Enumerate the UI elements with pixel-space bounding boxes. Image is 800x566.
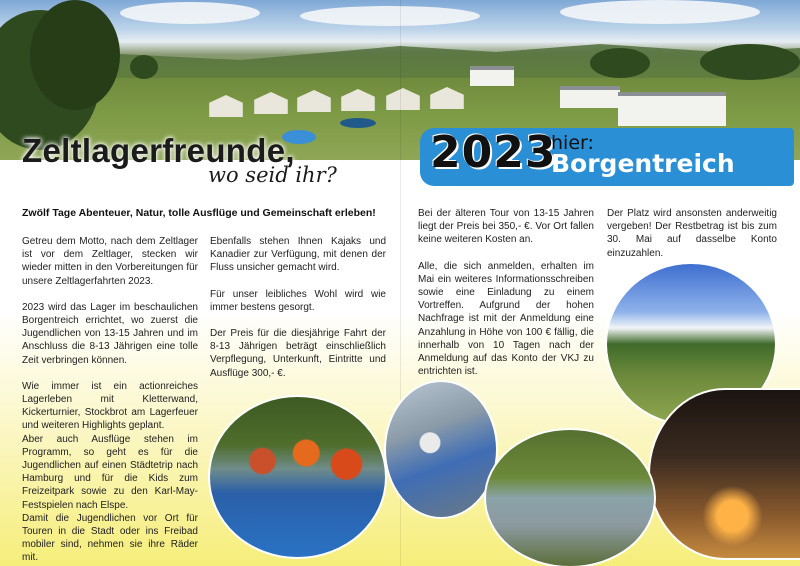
tent [426, 87, 468, 109]
text-column-2 [210, 235, 386, 393]
tree [30, 0, 120, 110]
banner-hier: hier: [551, 132, 594, 154]
trampoline [340, 118, 376, 128]
text-column-1 [22, 235, 198, 565]
tent [250, 92, 292, 114]
tree [130, 55, 158, 79]
headline-title: Zeltlagerfreunde, [22, 132, 295, 169]
paragraph: 2023 wird das Lager im beschaulichen Borgentreich errichtet, wo zuerst die Jugendlichen von 13-15 Jahren und im Anschluss die 8-13 Jährigen eine tolle Zeit verbringen können. [22, 301, 198, 366]
river-hike-photo [484, 428, 656, 566]
cloud [120, 2, 260, 24]
paragraph: Der Platz wird ansonsten anderweitig vergeben! Der Restbetrag ist bis zum 30. Mai auf dasselbe Konto einzuzahlen. [607, 208, 777, 259]
tent [337, 89, 379, 111]
tree [590, 48, 650, 78]
paragraph: Ebenfalls stehen Ihnen Kajaks und Kanadier zur Verfügung, mit denen der Fluss unsicher gemacht wird. [210, 236, 386, 274]
paragraph: Wie immer ist ein actionreiches Lagerleben mit Kletterwand, Kickerturnier, Stockbrot am Lagerfeuer und weiteren Highlights geplant. [22, 380, 198, 432]
paragraph: Der Preis für die diesjährige Fahrt der 8-13 Jährigen beträgt einschließlich Verpflegung, Unterkunft, Eintritte und Ausflüge 300,- €. [210, 328, 386, 379]
tent [205, 95, 247, 117]
banner-place: Borgentreich [551, 149, 735, 178]
lead-text: Zwölf Tage Abenteuer, Natur, tolle Ausflüge und Gemeinschaft erleben! [22, 207, 376, 219]
tent [382, 88, 424, 110]
banner-year: 2023 [430, 127, 557, 178]
paragraph: Damit die Jugendlichen vor Ort für Touren in die Stadt oder ins Freibad mobiler sind, nehmen sie ihre Räder mit. [22, 512, 198, 564]
headline-subtitle: wo seid ihr? [208, 163, 337, 187]
paragraph: Aber auch Ausflüge stehen im Programm, so geht es für die Jugendlichen auf einen Städtetrip nach Hamburg und für die Kids zum Freizeitpark sowie zu den Karl-May-Festspielen nach Elspe. [22, 433, 198, 511]
building [470, 66, 514, 86]
cloud [560, 0, 760, 24]
text-column-3 [418, 207, 594, 391]
paragraph: Getreu dem Motto, nach dem Zeltlager ist vor dem Zeltlager, stecken wir wieder mitten in den Vorbereitungen für unsere Zeltlagerfahrten 2023. [22, 236, 198, 287]
building [560, 86, 620, 108]
paragraph: Alle, die sich anmelden, erhalten im Mai ein weiteres Informationsschreiben sowie eine Einladung zu einem Vortreffen. Aufgrund der hohen Nachfrage ist mit der Anmeldung eine Anzahlung in Höhe von 100 € fällig, die innerhalb von 10 Tagen nach der Anmeldung auf das Konto der VKJ zu entrichten ist. [418, 260, 594, 378]
paragraph: Für unser leibliches Wohl wird wie immer bestens gesorgt. [210, 288, 386, 313]
tree [700, 44, 800, 80]
bike-bridge-photo [384, 380, 498, 519]
building [618, 92, 726, 126]
campfire-photo [648, 388, 800, 560]
cloud [300, 6, 480, 26]
kayak-photo [208, 395, 387, 559]
tent [293, 90, 335, 112]
paragraph: Bei der älteren Tour von 13-15 Jahren liegt der Preis bei 350,- €. Vor Ort fallen keine weiteren Kosten an. [418, 208, 594, 246]
